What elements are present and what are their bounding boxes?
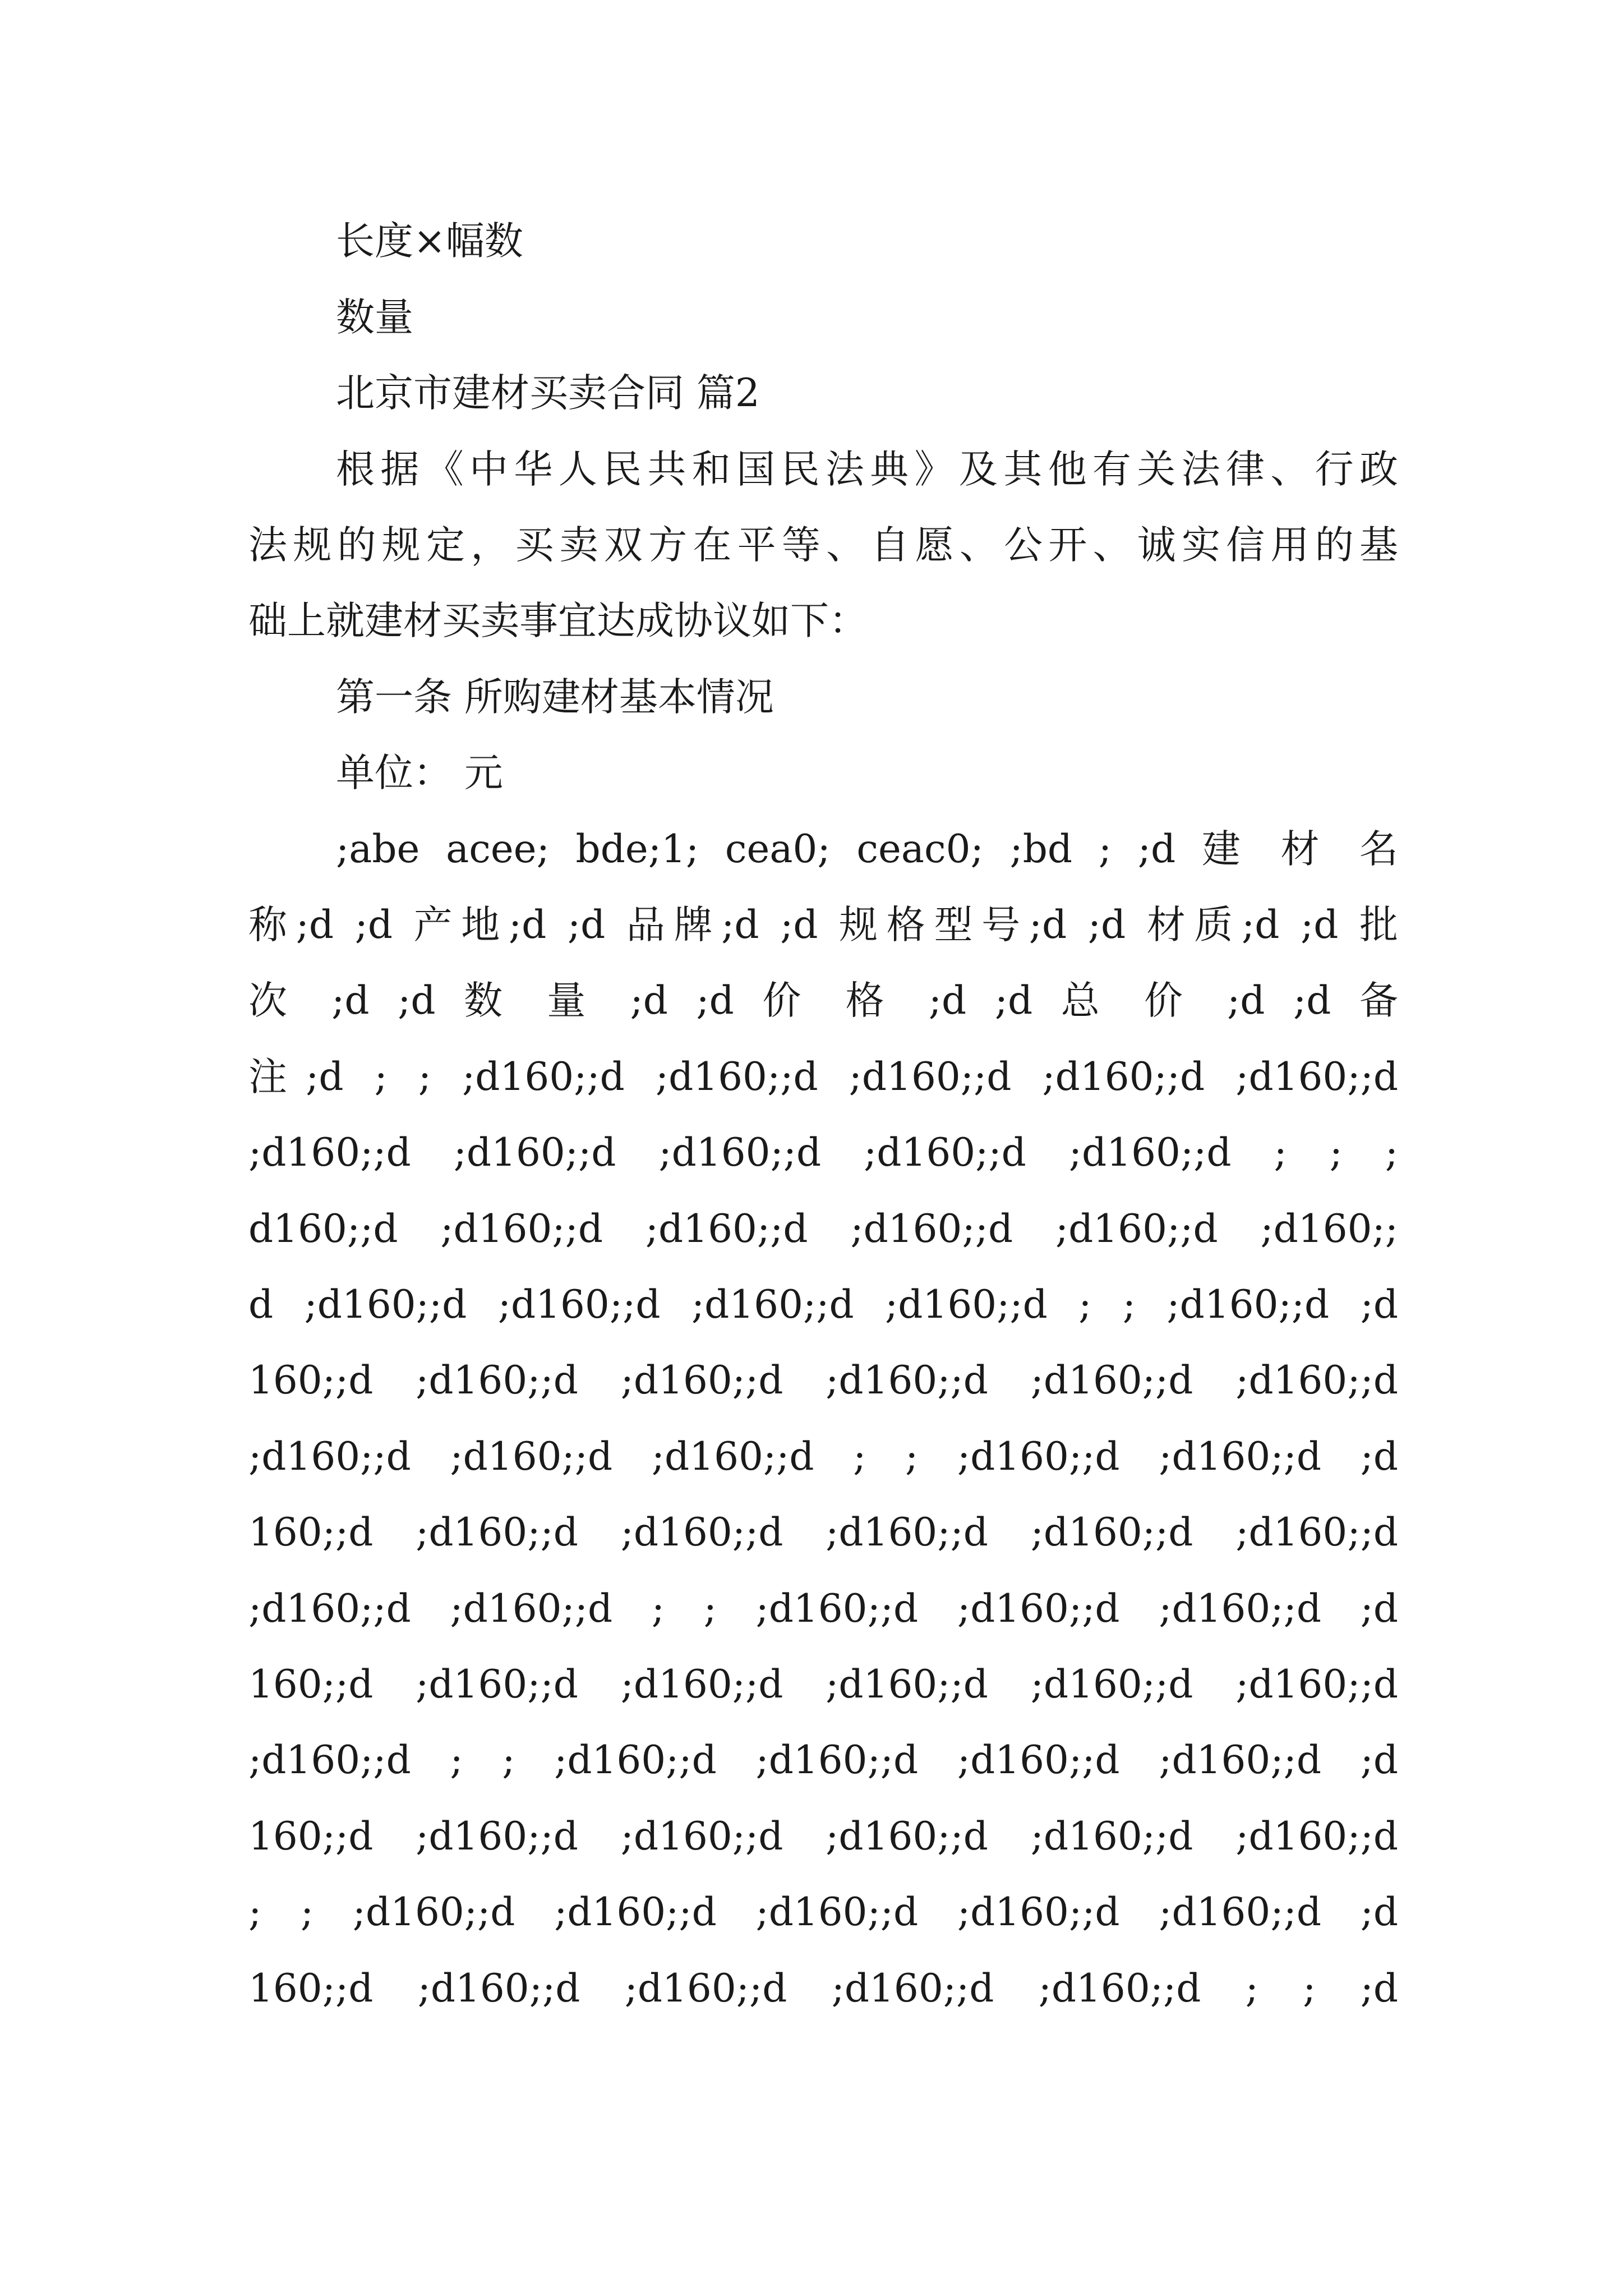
table-source-line: d ;d160;;d ;d160;;d ;d160;;d ;d160;;d ; ; ;d160;;d ;d	[248, 1282, 1398, 1327]
text-line-quantity: 数量	[336, 295, 413, 340]
table-source-line: 160;;d ;d160;;d ;d160;;d ;d160;;d ;d160;;d ;d160;;d	[248, 1662, 1398, 1707]
table-source-line: ;abe acee; bde;1; cea0; ceac0; ;bd ; ;d 建 材 名	[336, 827, 1398, 872]
table-source-line: ;d160;;d ;d160;;d ;d160;;d ; ; ;d160;;d ;d160;;d ;d	[248, 1434, 1398, 1479]
paragraph-line: 础上就建材买卖事宜达成协议如下：	[248, 599, 868, 643]
table-source-line: ; ; ;d160;;d ;d160;;d ;d160;;d ;d160;;d ;d160;;d ;d	[248, 1890, 1398, 1935]
paragraph-line: 法规的规定，买卖双方在平等、自愿、公开、诚实信用的基	[248, 523, 1398, 568]
unit-label: 单位： 元	[336, 751, 503, 795]
article-heading: 第一条 所购建材基本情况	[336, 675, 774, 720]
table-source-line: ;d160;;d ; ; ;d160;;d ;d160;;d ;d160;;d ;d160;;d ;d	[248, 1738, 1398, 1783]
table-source-line: 160;;d ;d160;;d ;d160;;d ;d160;;d ;d160;;d ;d160;;d	[248, 1510, 1398, 1555]
paragraph-line: 根据《中华人民共和国民法典》及其他有关法律、行政	[336, 447, 1398, 492]
table-source-line: ;d160;;d ;d160;;d ;d160;;d ;d160;;d ;d160;;d ; ; ;	[248, 1130, 1398, 1175]
table-source-line: 注;d ; ; ;d160;;d ;d160;;d ;d160;;d ;d160;;d ;d160;;d	[248, 1055, 1398, 1099]
text-line-dimensions: 长度×幅数	[336, 219, 523, 264]
section-heading: 北京市建材买卖合同 篇2	[336, 371, 760, 416]
table-source-line: 160;;d ;d160;;d ;d160;;d ;d160;;d ;d160;;d ;d160;;d	[248, 1814, 1398, 1859]
table-source-line: d160;;d ;d160;;d ;d160;;d ;d160;;d ;d160;;d ;d160;;	[248, 1207, 1398, 1251]
table-source-line: 次 ;d ;d 数 量 ;d ;d 价 格 ;d ;d 总 价 ;d ;d 备	[248, 978, 1398, 1023]
table-source-line: 160;;d ;d160;;d ;d160;;d ;d160;;d ;d160;;d ;d160;;d	[248, 1358, 1398, 1403]
table-source-line: 160;;d ;d160;;d ;d160;;d ;d160;;d ;d160;;d ; ; ;d	[248, 1966, 1398, 2011]
table-source-line: 称;d ;d 产地;d ;d 品牌;d ;d 规格型号;d ;d 材质;d ;d 批	[248, 903, 1398, 947]
table-source-line: ;d160;;d ;d160;;d ; ; ;d160;;d ;d160;;d ;d160;;d ;d	[248, 1586, 1398, 1631]
